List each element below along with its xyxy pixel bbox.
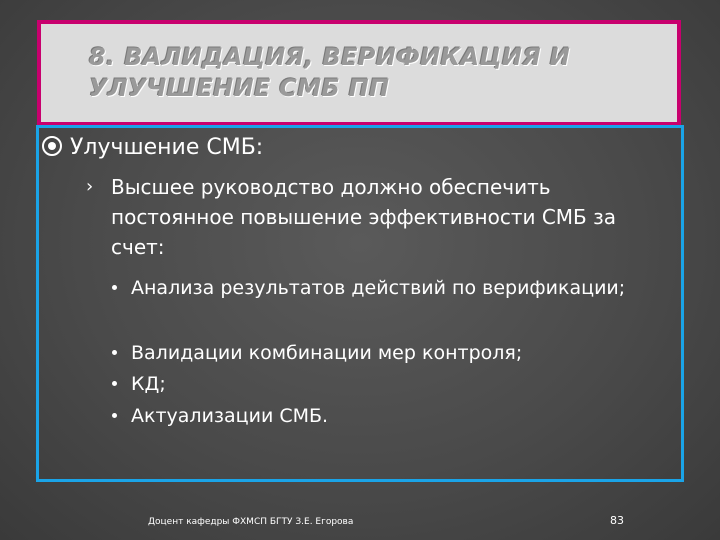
- level2-item: [86, 172, 666, 262]
- circle-target-icon: [42, 136, 62, 156]
- page-number: 83: [610, 514, 624, 527]
- level3-item: [112, 402, 642, 430]
- level3-text: Анализа результатов действий по верификации;: [131, 277, 626, 299]
- title-box: [37, 20, 681, 126]
- level3-text: КД;: [131, 373, 166, 395]
- dot-icon: [112, 285, 117, 290]
- slide-title: 8. ВАЛИДАЦИЯ, ВЕРИФИКАЦИЯ И УЛУЧШЕНИЕ СМБ ПП: [89, 43, 571, 102]
- dot-icon: [112, 413, 117, 418]
- level1-text: Улучшение СМБ:: [70, 135, 264, 160]
- dot-icon: [112, 350, 117, 355]
- dot-icon: [112, 381, 117, 386]
- level3-item: [112, 339, 642, 367]
- level3-text: Валидации комбинации мер контроля;: [131, 342, 523, 364]
- level3-text: Актуализации СМБ.: [131, 405, 329, 427]
- level1-item: [42, 132, 263, 164]
- footer-author: Доцент кафедры ФХМСП БГТУ З.Е. Егорова: [148, 517, 354, 527]
- level2-text: Высшее руководство должно обеспечить постоянное повышение эффективности СМБ за счет:: [111, 175, 617, 259]
- level3-item: [112, 274, 642, 302]
- chevron-right-icon: ›: [86, 176, 94, 197]
- level3-item: [112, 370, 642, 398]
